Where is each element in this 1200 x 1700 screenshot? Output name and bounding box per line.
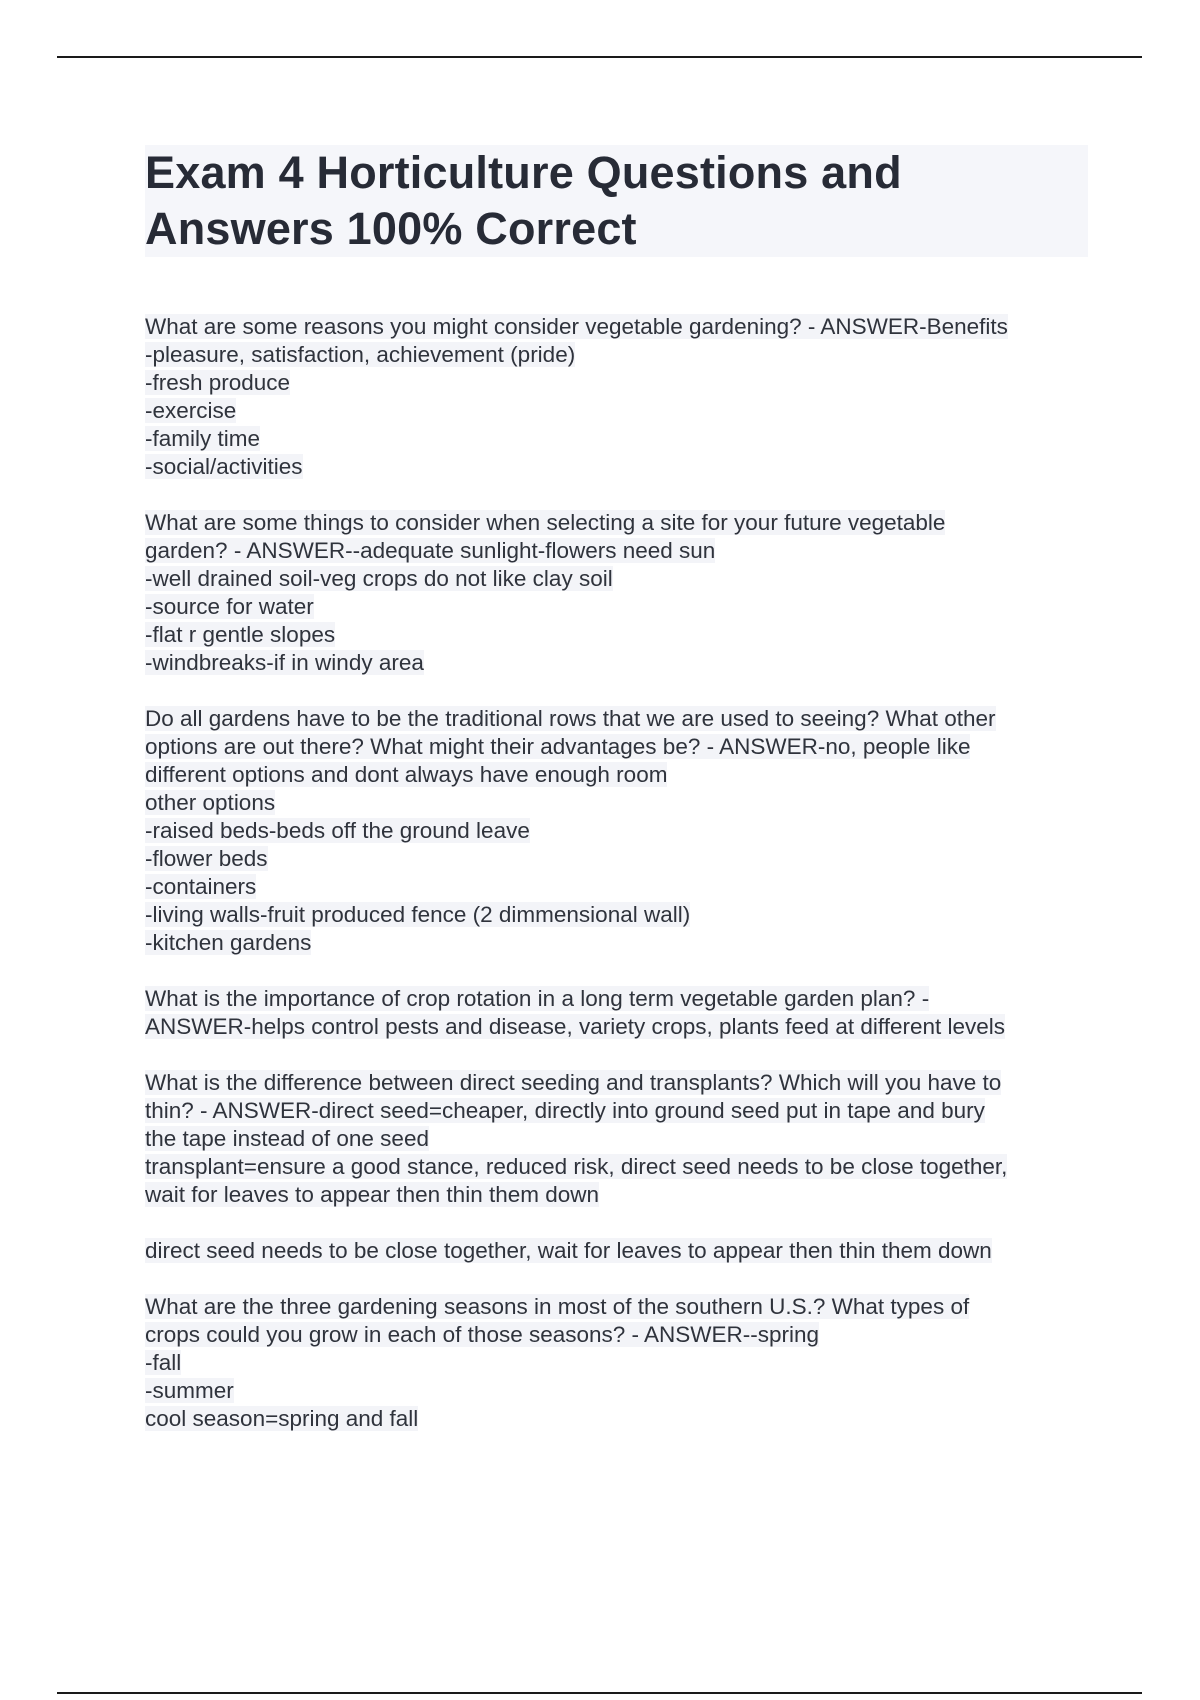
title-block bbox=[145, 145, 1088, 257]
text-line: -raised beds-beds off the ground leave bbox=[145, 818, 530, 843]
text-line: -windbreaks-if in windy area bbox=[145, 650, 424, 675]
text-line: -summer bbox=[145, 1378, 234, 1403]
text-line: Do all gardens have to be the traditional rows that we are used to seeing? What other bbox=[145, 706, 996, 731]
text-line: -well drained soil-veg crops do not like clay soil bbox=[145, 566, 613, 591]
title-line-2: Answers 100% Correct bbox=[145, 203, 637, 254]
qa-block-crop-rotation bbox=[145, 985, 1105, 1041]
text-line: wait for leaves to appear then thin them down bbox=[145, 1182, 600, 1207]
text-line: -kitchen gardens bbox=[145, 930, 312, 955]
text-line: -family time bbox=[145, 426, 261, 451]
text-line: -source for water bbox=[145, 594, 314, 619]
text-line: -flower beds bbox=[145, 846, 268, 871]
qa-block-garden-options bbox=[145, 705, 1105, 957]
qa-block-direct-seeding bbox=[145, 1069, 1105, 1209]
text-line: direct seed needs to be close together, wait for leaves to appear then thin them down bbox=[145, 1238, 992, 1263]
text-line: What are some things to consider when selecting a site for your future vegetable bbox=[145, 510, 946, 535]
text-line: thin? - ANSWER-direct seed=cheaper, directly into ground seed put in tape and bury bbox=[145, 1098, 985, 1123]
text-line: What are some reasons you might consider vegetable gardening? - ANSWER-Benefits bbox=[145, 314, 1008, 339]
text-line: -fresh produce bbox=[145, 370, 291, 395]
text-line: -pleasure, satisfaction, achievement (pride) bbox=[145, 342, 576, 367]
text-line: the tape instead of one seed bbox=[145, 1126, 429, 1151]
text-line: cool season=spring and fall bbox=[145, 1406, 419, 1431]
text-line: different options and dont always have enough room bbox=[145, 762, 668, 787]
qa-block-gardening-seasons bbox=[145, 1293, 1105, 1433]
text-line: What are the three gardening seasons in most of the southern U.S.? What types of bbox=[145, 1294, 970, 1319]
qa-block-vegetable-gardening-reasons bbox=[145, 313, 1105, 481]
text-line: -social/activities bbox=[145, 454, 303, 479]
qa-block-direct-seed-note bbox=[145, 1237, 1105, 1265]
title-line-1: Exam 4 Horticulture Questions and bbox=[145, 147, 902, 198]
text-line: -fall bbox=[145, 1350, 182, 1375]
text-line: What is the importance of crop rotation in a long term vegetable garden plan? - bbox=[145, 986, 930, 1011]
text-line: -living walls-fruit produced fence (2 dimmensional wall) bbox=[145, 902, 691, 927]
document-body bbox=[145, 313, 1105, 1461]
text-line: -containers bbox=[145, 874, 257, 899]
text-line: garden? - ANSWER--adequate sunlight-flowers need sun bbox=[145, 538, 716, 563]
document-title bbox=[145, 145, 1088, 257]
text-line: What is the difference between direct seeding and transplants? Which will you have to bbox=[145, 1070, 1002, 1095]
text-line: transplant=ensure a good stance, reduced risk, direct seed needs to be close together, bbox=[145, 1154, 1008, 1179]
text-line: options are out there? What might their advantages be? - ANSWER-no, people like bbox=[145, 734, 971, 759]
text-line: other options bbox=[145, 790, 276, 815]
text-line: -exercise bbox=[145, 398, 237, 423]
qa-block-site-selection bbox=[145, 509, 1105, 677]
bottom-rule bbox=[57, 1692, 1142, 1694]
text-line: ANSWER-helps control pests and disease, variety crops, plants feed at different levels bbox=[145, 1014, 1006, 1039]
text-line: crops could you grow in each of those seasons? - ANSWER--spring bbox=[145, 1322, 820, 1347]
text-line: -flat r gentle slopes bbox=[145, 622, 336, 647]
top-rule bbox=[57, 56, 1142, 58]
